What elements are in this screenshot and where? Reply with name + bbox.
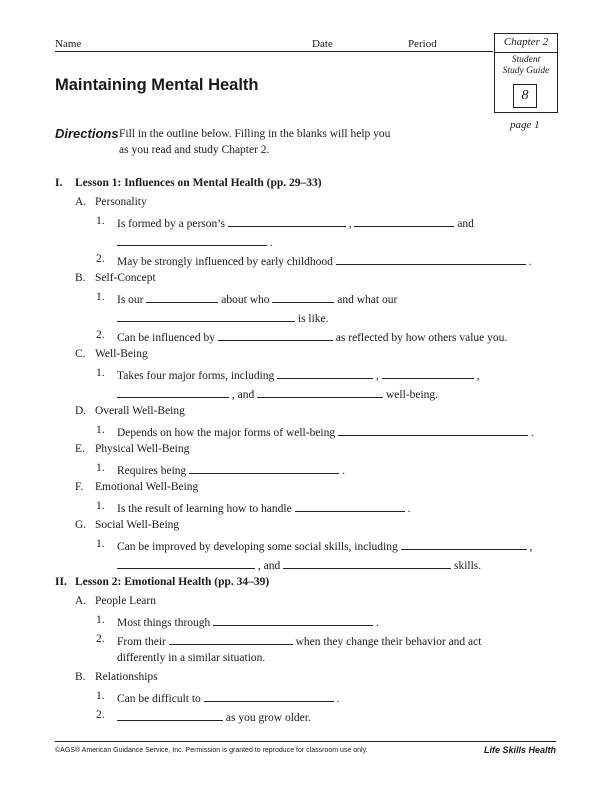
item-row-text: , and skills. — [117, 557, 481, 572]
blank-field[interactable] — [213, 614, 373, 626]
item-num: 2. — [96, 709, 105, 721]
item-row-text: as you grow older. — [117, 709, 311, 724]
item-row-text: Most things through . — [117, 614, 379, 629]
item-row-text: Depends on how the major forms of well-being . — [117, 424, 534, 439]
item-num: 1. — [96, 538, 105, 550]
item-num: 1. — [96, 424, 105, 436]
outline-letter: G. — [75, 519, 87, 531]
item-row-text: Can be influenced by as reflected by how others value you. — [117, 329, 507, 344]
topic-personality: Personality — [95, 196, 147, 208]
outline-letter: C. — [75, 348, 86, 360]
footer-rule — [55, 741, 556, 742]
topic-overall-well-being: Overall Well-Being — [95, 405, 185, 417]
section-2-title: Lesson 2: Emotional Health (pp. 34–39) — [75, 576, 270, 588]
date-label: Date — [312, 38, 333, 50]
item-row-text: Takes four major forms, including , , — [117, 367, 480, 382]
directions-text-1: Fill in the outline below. Filling in the blanks will help you — [119, 128, 391, 140]
page-title: Maintaining Mental Health — [55, 76, 259, 94]
chapter-label: Chapter 2 — [503, 36, 549, 48]
name-label: Name — [55, 38, 82, 50]
topic-relationships: Relationships — [95, 671, 158, 683]
blank-field[interactable] — [295, 500, 405, 512]
blank-field[interactable] — [117, 709, 223, 721]
outline-letter: B. — [75, 671, 86, 683]
topic-self-concept: Self-Concept — [95, 272, 156, 284]
item-row-text: From their when they change their behavior and act — [117, 633, 481, 648]
guide-label-2: Study Guide — [502, 66, 550, 76]
blank-field[interactable] — [117, 557, 255, 569]
guide-number: 8 — [513, 84, 537, 108]
section-1-num: I. — [55, 177, 63, 189]
footer-book-title: Life Skills Health — [483, 745, 556, 755]
item-num: 1. — [96, 367, 105, 379]
topic-people-learn: People Learn — [95, 595, 156, 607]
blank-field[interactable] — [336, 253, 526, 265]
outline-letter: A. — [75, 196, 87, 208]
chapter-divider — [495, 52, 557, 53]
outline-letter: B. — [75, 272, 86, 284]
topic-physical-well-being: Physical Well-Being — [95, 443, 190, 455]
item-row-text: May be strongly influenced by early childhood . — [117, 253, 532, 268]
item-row — [96, 215, 105, 227]
blank-field[interactable] — [283, 557, 451, 569]
guide-label-1: Student — [511, 55, 541, 65]
blank-field[interactable] — [204, 690, 334, 702]
blank-field[interactable] — [257, 386, 383, 398]
item-row-text: Can be difficult to . — [117, 690, 339, 705]
item-row-text: . — [117, 234, 273, 249]
topic-well-being: Well-Being — [95, 348, 148, 360]
item-num: 1. — [96, 215, 105, 227]
blank-field[interactable] — [169, 633, 293, 645]
chapter-box — [494, 33, 558, 113]
blank-field[interactable] — [218, 329, 333, 341]
item-row-text: is like. — [117, 310, 329, 325]
page-label: page 1 — [510, 119, 540, 131]
item-num: 1. — [96, 291, 105, 303]
item-row-text: Is our about who and what our — [117, 291, 397, 306]
item-row-text: , and well-being. — [117, 386, 438, 401]
directions-text-2: as you read and study Chapter 2. — [119, 144, 270, 156]
outline-letter: F. — [75, 481, 84, 493]
blank-field[interactable] — [117, 234, 267, 246]
item-num: 1. — [96, 614, 105, 626]
outline-letter: E. — [75, 443, 85, 455]
blank-field[interactable] — [117, 310, 295, 322]
item-row-text: Is formed by a person’s , and — [117, 215, 474, 230]
blank-field[interactable] — [272, 291, 334, 303]
blank-field[interactable] — [401, 538, 527, 550]
item-num: 2. — [96, 329, 105, 341]
blank-field[interactable] — [228, 215, 346, 227]
blank-field[interactable] — [189, 462, 339, 474]
blank-field[interactable] — [117, 386, 229, 398]
topic-social-well-being: Social Well-Being — [95, 519, 180, 531]
item-row-text: differently in a similar situation. — [117, 652, 266, 664]
item-num: 2. — [96, 253, 105, 265]
header-rule — [55, 51, 493, 52]
period-label: Period — [408, 38, 437, 50]
blank-field[interactable] — [382, 367, 474, 379]
blank-field[interactable] — [338, 424, 528, 436]
item-row-text: Can be improved by developing some social skills, including , — [117, 538, 532, 553]
item-num: 1. — [96, 500, 105, 512]
section-2-num: II. — [55, 576, 67, 588]
outline-letter: A. — [75, 595, 87, 607]
footer-copyright: ©AGS® American Guidance Service, Inc. Permission is granted to reproduce for classroom use only. — [55, 747, 368, 754]
item-row-text: Is the result of learning how to handle . — [117, 500, 410, 515]
blank-field[interactable] — [354, 215, 454, 227]
item-row-text: Requires being . — [117, 462, 345, 477]
blank-field[interactable] — [146, 291, 218, 303]
item-num: 1. — [96, 690, 105, 702]
blank-field[interactable] — [277, 367, 373, 379]
directions-label: Directions — [55, 126, 119, 141]
outline-letter: D. — [75, 405, 87, 417]
topic-emotional-well-being: Emotional Well-Being — [95, 481, 199, 493]
section-1-title: Lesson 1: Influences on Mental Health (pp. 29–33) — [75, 177, 322, 189]
item-num: 2. — [96, 633, 105, 645]
item-num: 1. — [96, 462, 105, 474]
